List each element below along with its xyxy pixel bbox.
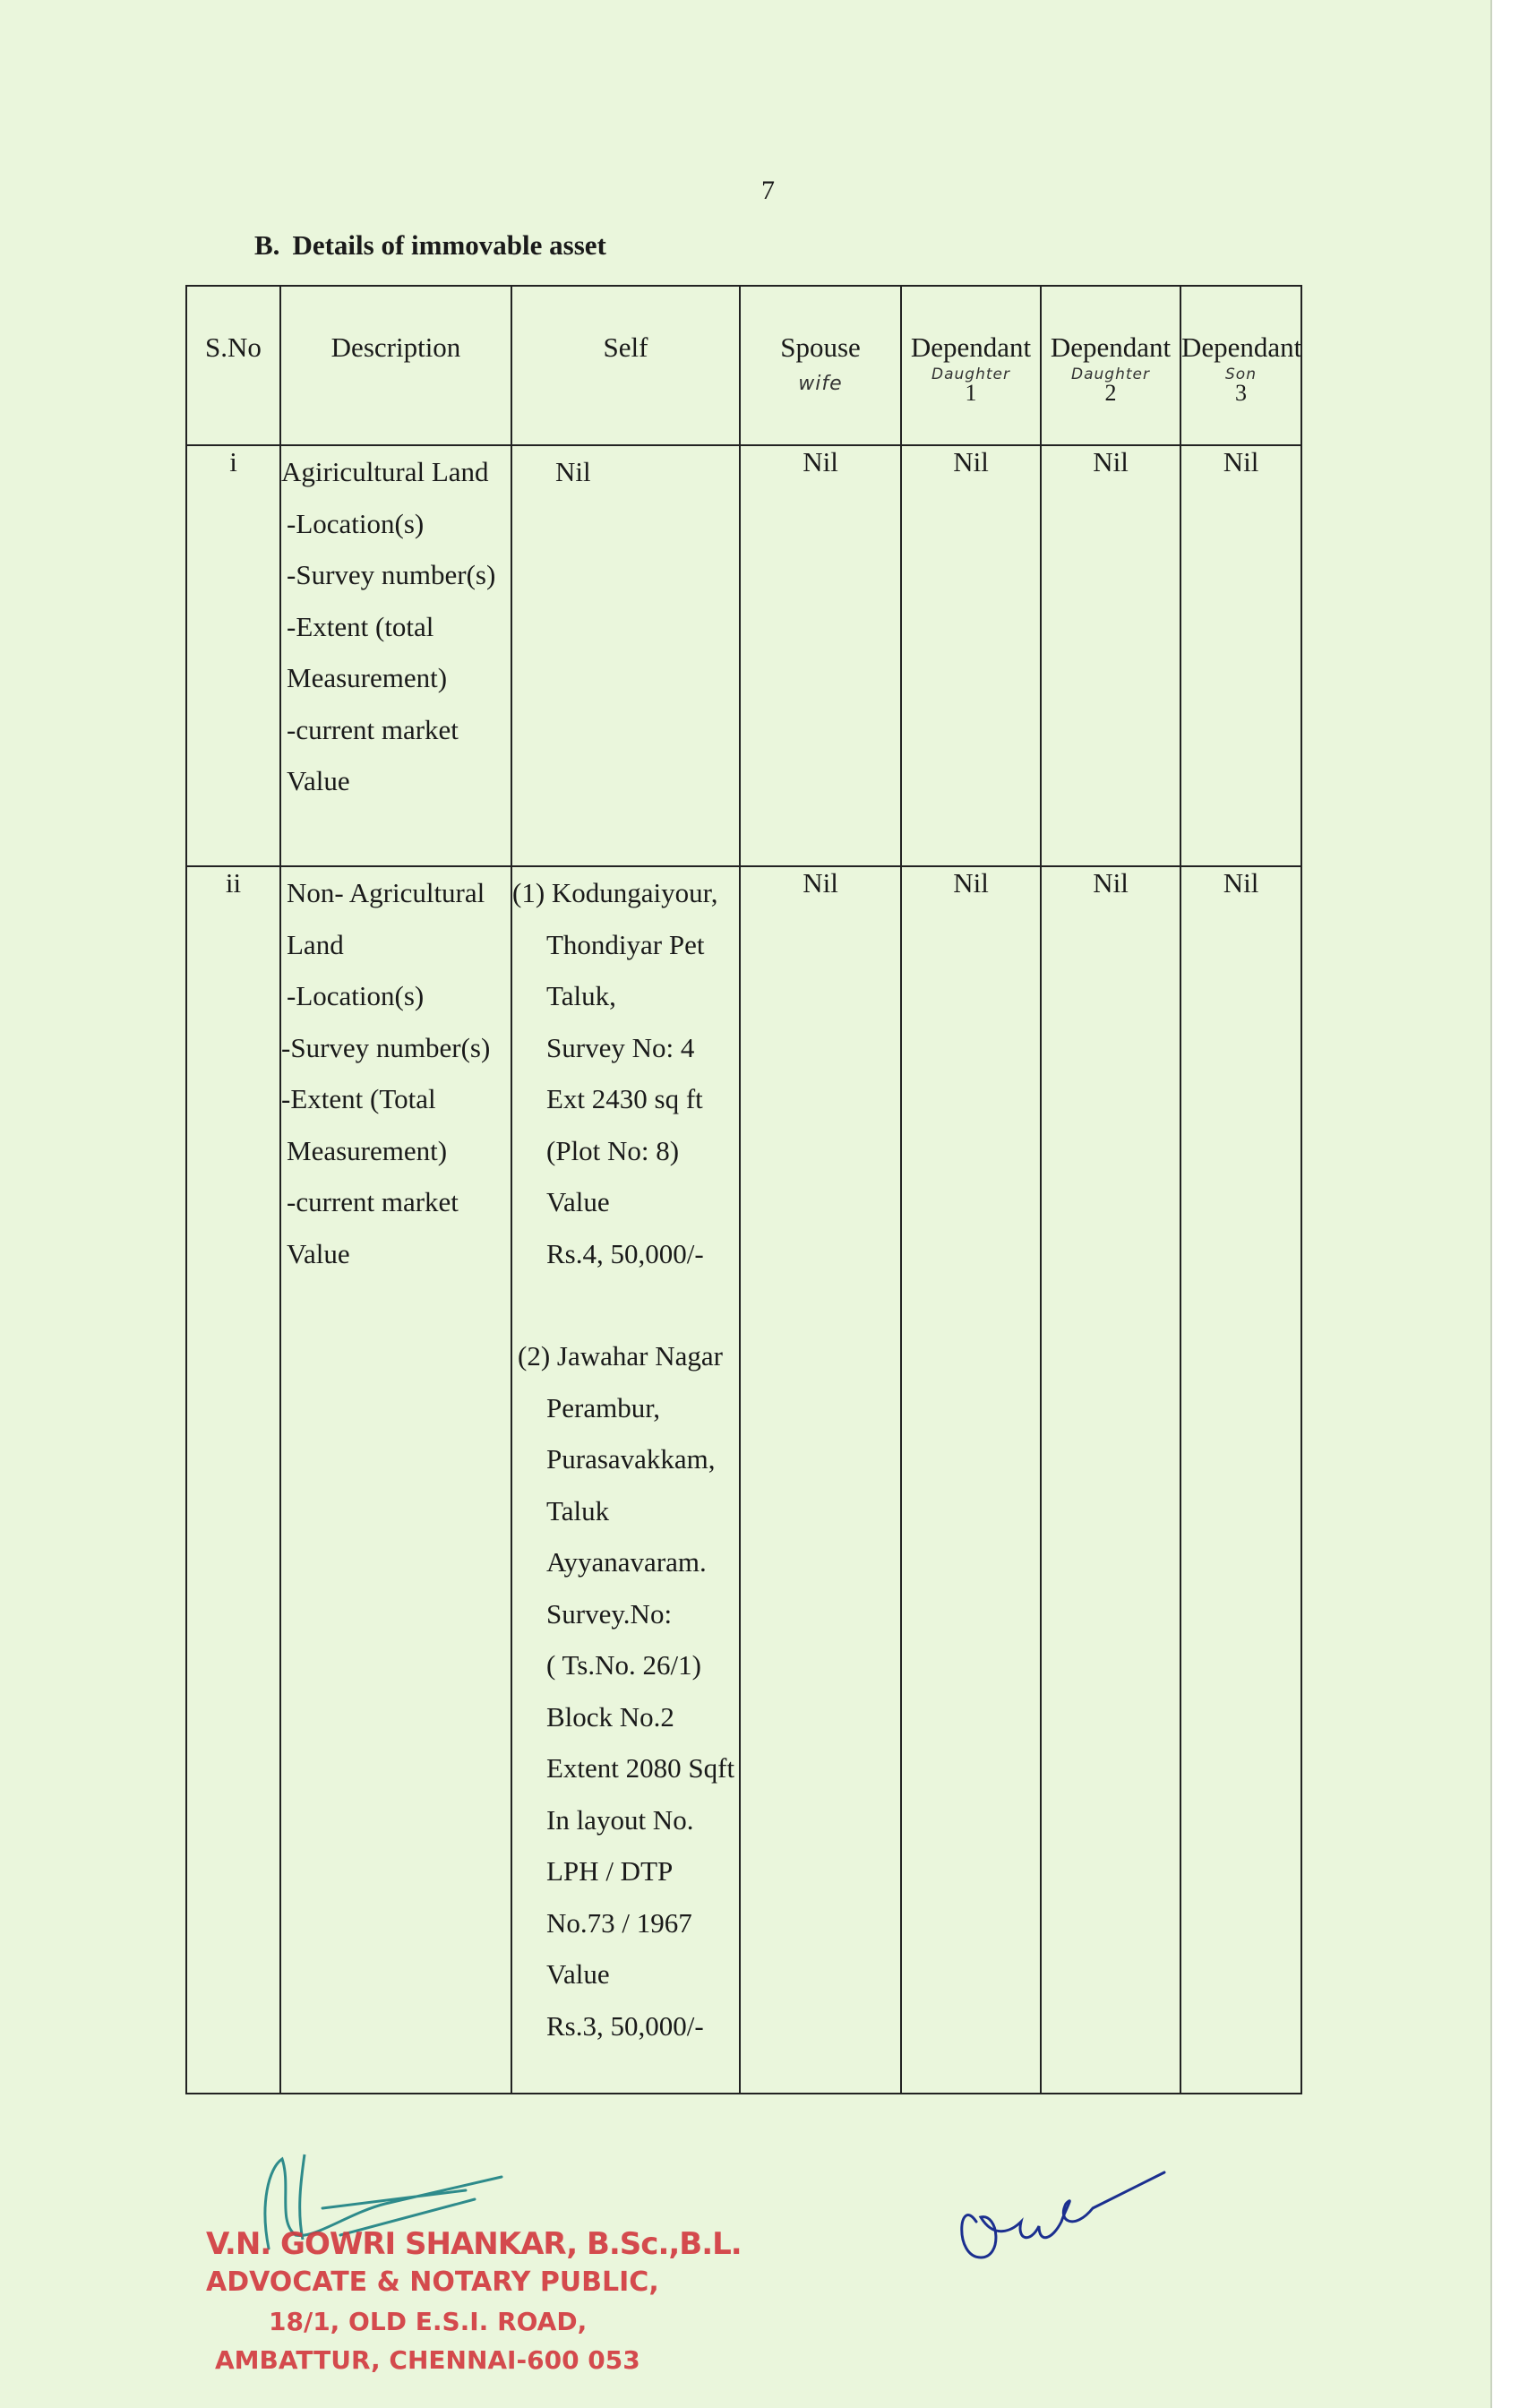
header-spouse: Spouse wife bbox=[740, 286, 901, 445]
page-right-edge bbox=[1490, 0, 1528, 2408]
stamp-line-address: 18/1, OLD E.S.I. ROAD, bbox=[269, 2307, 588, 2336]
header-description: Description bbox=[280, 286, 511, 445]
section-letter: B. bbox=[254, 229, 280, 261]
row-spouse: Nil bbox=[740, 866, 901, 2094]
stamp-line-city: AMBATTUR, CHENNAI-600 053 bbox=[215, 2345, 640, 2375]
table-header-row bbox=[186, 286, 1301, 445]
table-row bbox=[186, 866, 1301, 2094]
row-dependant-2: Nil bbox=[1041, 866, 1180, 2094]
handwritten-dep2-note: Daughter bbox=[1071, 366, 1150, 383]
row-dependant-1: Nil bbox=[901, 866, 1041, 2094]
row-sno: ii bbox=[186, 866, 280, 2094]
row-self: Nil bbox=[511, 445, 740, 866]
notary-stamp bbox=[206, 2150, 742, 2383]
header-dependant-1: Dependant Daughter 1 bbox=[901, 286, 1041, 445]
row-dependant-2: Nil bbox=[1041, 445, 1180, 866]
declarant-signature-icon bbox=[949, 2159, 1182, 2275]
row-sno: i bbox=[186, 445, 280, 866]
table-row bbox=[186, 445, 1301, 866]
header-dependant-2: Dependant Daughter 2 bbox=[1041, 286, 1180, 445]
row-description: Non- Agricultural Land -Location(s) -Survey number(s) -Extent (Total Measurement) -current market Value bbox=[280, 866, 511, 2094]
handwritten-dep3-note: Son bbox=[1225, 366, 1257, 383]
stamp-line-title: ADVOCATE & NOTARY PUBLIC, bbox=[206, 2266, 659, 2298]
row-dependant-1: Nil bbox=[901, 445, 1041, 866]
handwritten-dep1-note: Daughter bbox=[931, 366, 1010, 383]
row-dependant-3: Nil bbox=[1180, 866, 1301, 2094]
row-description: Agiricultural Land -Location(s) -Survey number(s) -Extent (total Measurement) -current market Value bbox=[280, 445, 511, 866]
section-heading bbox=[254, 229, 606, 262]
row-self: (1) Kodungaiyour, Thondiyar Pet Taluk, Survey No: 4 Ext 2430 sq ft (Plot No: 8) Value Rs.4, 50,000/- (2) Jawahar Nagar Perambur, Purasavakkam, Taluk Ayyanavaram. Survey.No: ( Ts.No. 26/1) Block No.2 Extent 2080 Sqft In layout No. LPH / DTP No.73 / 1967 Value Rs.3, 50,000/- bbox=[511, 866, 740, 2094]
row-dependant-3: Nil bbox=[1180, 445, 1301, 866]
header-sno: S.No bbox=[186, 286, 280, 445]
header-self: Self bbox=[511, 286, 740, 445]
header-dependant-3: Dependant Son 3 bbox=[1180, 286, 1301, 445]
section-title: Details of immovable asset bbox=[292, 229, 606, 261]
page-number: 7 bbox=[761, 176, 775, 205]
immovable-asset-table bbox=[185, 285, 1302, 2094]
stamp-line-name: V.N. GOWRI SHANKAR, B.Sc.,B.L. bbox=[206, 2226, 742, 2262]
row-spouse: Nil bbox=[740, 445, 901, 866]
handwritten-spouse-note: wife bbox=[798, 373, 843, 395]
